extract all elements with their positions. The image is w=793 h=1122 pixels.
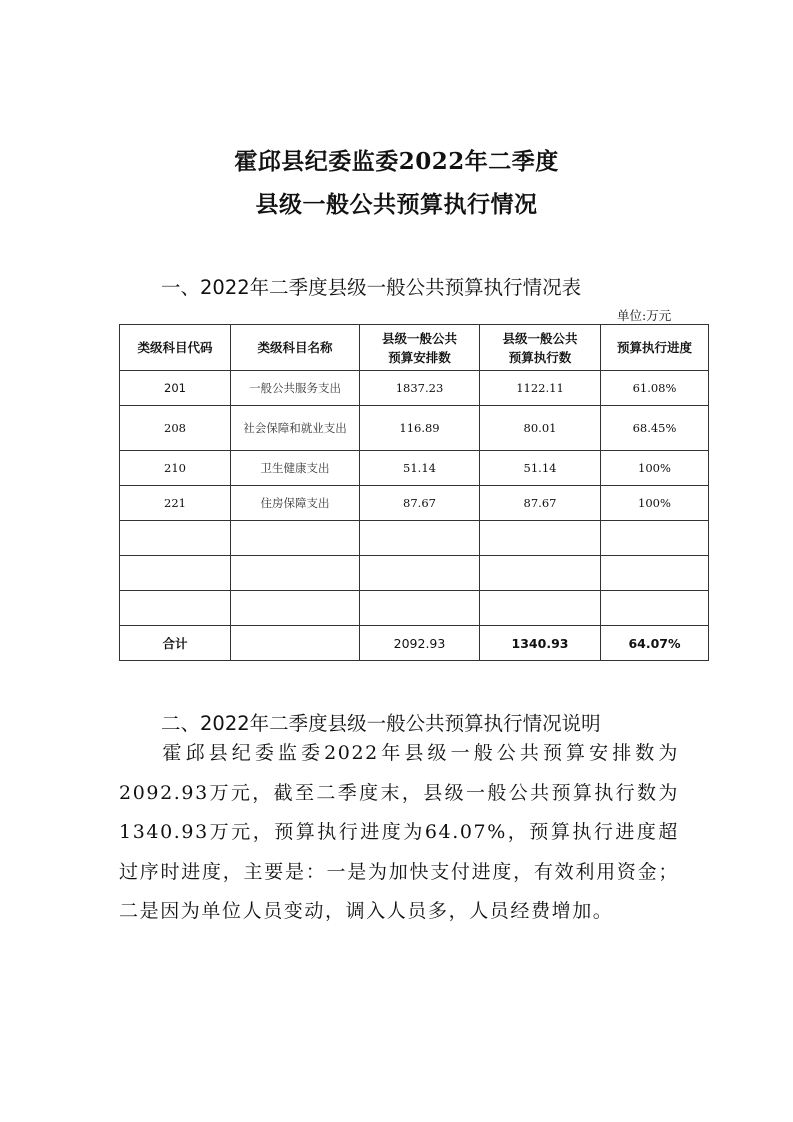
cell-progress: 100% xyxy=(601,486,709,521)
cell-exec: 80.01 xyxy=(480,406,601,451)
cell-exec: 87.67 xyxy=(480,486,601,521)
header-exec xyxy=(480,325,601,371)
table-header-row xyxy=(120,325,709,371)
cell-empty xyxy=(601,521,709,556)
total-progress: 64.07% xyxy=(601,626,709,661)
section1-heading: 一、2022年二季度县级一般公共预算执行情况表 xyxy=(161,276,582,299)
cell-empty xyxy=(360,556,480,591)
cell-exec: 1122.11 xyxy=(480,371,601,406)
cell-name: 卫生健康支出 xyxy=(231,451,360,486)
cell-code: 208 xyxy=(120,406,231,451)
cell-plan: 1837.23 xyxy=(360,371,480,406)
cell-empty xyxy=(120,521,231,556)
cell-empty xyxy=(480,556,601,591)
description-text: 霍邱县纪委监委2022年县级一般公共预算安排数为2092.93万元，截至二季度末，县级一般公共预算执行数为1340.93万元，预算执行进度为64.07%，预算执行进度超过序时进度，主要是：一是为加快支付进度，有效利用资金；二是因为单位人员变动，调入人员多，人员经费增加。 xyxy=(119,742,679,922)
table-row xyxy=(120,451,709,486)
header-exec-line1: 县级一般公共 xyxy=(502,330,578,346)
cell-empty xyxy=(601,591,709,626)
description-paragraph xyxy=(119,734,679,932)
total-plan: 2092.93 xyxy=(360,626,480,661)
cell-empty xyxy=(231,521,360,556)
document-title-line2: 县级一般公共预算执行情况 xyxy=(255,191,538,218)
cell-name: 一般公共服务支出 xyxy=(231,371,360,406)
cell-code: 201 xyxy=(120,371,231,406)
cell-name: 住房保障支出 xyxy=(231,486,360,521)
table-row-empty xyxy=(120,521,709,556)
cell-empty xyxy=(120,556,231,591)
cell-name: 社会保障和就业支出 xyxy=(231,406,360,451)
header-progress: 预算执行进度 xyxy=(601,325,709,371)
cell-empty xyxy=(231,591,360,626)
cell-empty xyxy=(480,591,601,626)
cell-plan: 87.67 xyxy=(360,486,480,521)
section2-heading: 二、2022年二季度县级一般公共预算执行情况说明 xyxy=(161,712,601,735)
cell-progress: 100% xyxy=(601,451,709,486)
document-title-line1: 霍邱县纪委监委2022年二季度 xyxy=(234,148,559,175)
table-row xyxy=(120,371,709,406)
total-name xyxy=(231,626,360,661)
cell-empty xyxy=(231,556,360,591)
cell-code: 221 xyxy=(120,486,231,521)
cell-code: 210 xyxy=(120,451,231,486)
table-row-empty xyxy=(120,556,709,591)
header-plan-line1: 县级一般公共 xyxy=(381,330,457,346)
total-label: 合计 xyxy=(120,626,231,661)
budget-table xyxy=(119,324,709,661)
cell-empty xyxy=(480,521,601,556)
cell-empty xyxy=(120,591,231,626)
cell-progress: 68.45% xyxy=(601,406,709,451)
header-code: 类级科目代码 xyxy=(120,325,231,371)
header-exec-line2: 预算执行数 xyxy=(508,349,572,365)
header-plan-line2: 预算安排数 xyxy=(388,349,451,365)
table-total-row xyxy=(120,626,709,661)
cell-empty xyxy=(601,556,709,591)
cell-exec: 51.14 xyxy=(480,451,601,486)
table-row xyxy=(120,486,709,521)
table-row xyxy=(120,406,709,451)
cell-plan: 51.14 xyxy=(360,451,480,486)
table-row-empty xyxy=(120,591,709,626)
unit-label: 单位:万元 xyxy=(617,308,672,323)
cell-empty xyxy=(360,591,480,626)
cell-progress: 61.08% xyxy=(601,371,709,406)
total-exec: 1340.93 xyxy=(480,626,601,661)
cell-empty xyxy=(360,521,480,556)
header-plan xyxy=(360,325,480,371)
header-name: 类级科目名称 xyxy=(231,325,360,371)
cell-plan: 116.89 xyxy=(360,406,480,451)
